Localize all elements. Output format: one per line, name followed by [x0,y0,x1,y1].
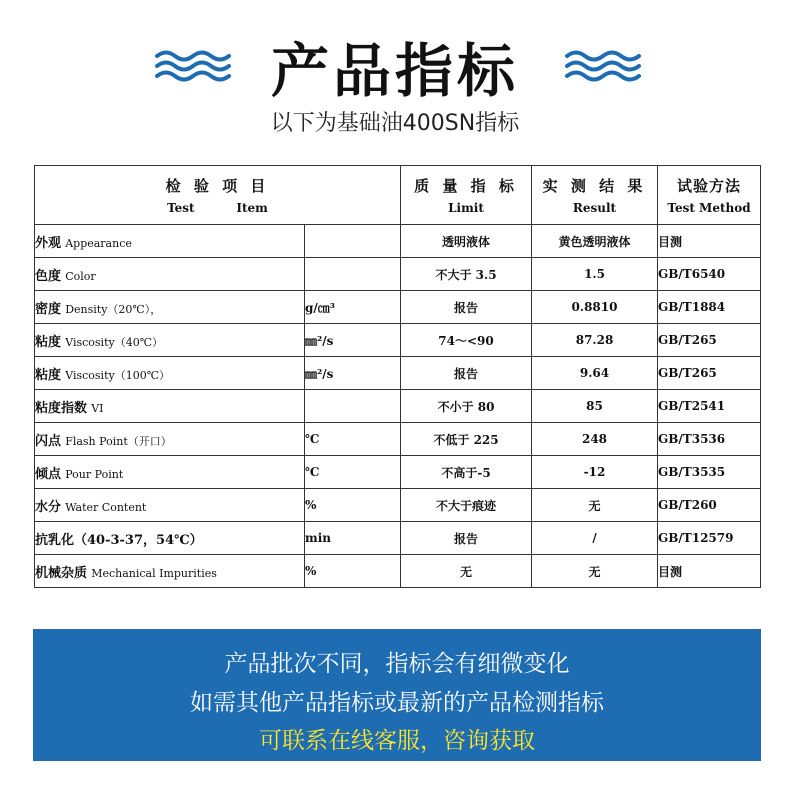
row-item-cn: 倾点 [35,466,62,482]
row-limit: 74～<90 [401,324,532,357]
row-limit: 不小于 80 [401,390,532,423]
header-result [532,166,658,225]
table-row [35,555,761,588]
notice-line-1: 产品批次不同，指标会有细微变化 [224,651,570,677]
wave-icon [563,48,643,82]
row-result: 85 [532,390,658,423]
header-item-en-test: Test [167,201,195,215]
table-row [35,456,761,489]
row-item-en: VI [91,401,104,415]
header-item-cn: 检 验 项 目 [165,177,270,195]
header-limit-en: Limit [448,201,484,215]
row-item-en: Flash Point（开口） [65,434,172,448]
row-result: / [532,522,658,555]
row-limit: 透明液体 [401,225,532,258]
table-row [35,489,761,522]
notice-line-2: 如需其他产品指标或最新的产品检测指标 [190,690,604,716]
table-row [35,423,761,456]
row-unit: % [305,555,401,588]
row-result: 无 [532,489,658,522]
row-unit [305,390,401,423]
row-unit: ℃ [305,456,401,489]
row-limit: 报告 [401,522,532,555]
table-row [35,357,761,390]
row-item-en: Density（20℃）， [65,302,162,316]
row-method: GB/T2541 [658,390,761,423]
table-row [35,258,761,291]
row-item-en: Viscosity（100℃） [65,368,170,382]
row-item [35,522,305,555]
row-method: GB/T6540 [658,258,761,291]
row-item [35,357,305,390]
row-item [35,489,305,522]
row-method: GB/T1884 [658,291,761,324]
header-method-en: Test Method [667,201,751,215]
row-method: GB/T265 [658,357,761,390]
row-item-en: Mechanical Impurities [91,566,217,580]
row-unit: ℃ [305,423,401,456]
row-item-cn: 外观 [35,235,62,251]
row-item [35,225,305,258]
header-result-en: Result [572,201,617,215]
row-item-en: Water Content [65,500,147,514]
row-unit: % [305,489,401,522]
table-row [35,291,761,324]
header-item [35,166,401,225]
row-method: GB/T260 [658,489,761,522]
page-subtitle: 以下为基础油400SN指标 [270,111,520,136]
row-result: -12 [532,456,658,489]
row-unit [305,225,401,258]
row-item-cn: 闪点 [35,433,62,449]
table-header-row [35,166,761,225]
row-item [35,258,305,291]
row-limit: 不大于痕迹 [401,489,532,522]
row-unit: ㎜²/s [305,324,401,357]
row-limit: 不高于-5 [401,456,532,489]
table-row [35,225,761,258]
row-item-cn: 粘度 [35,334,62,350]
row-item-en: Pour Point [65,467,124,481]
row-item-cn: 机械杂质 [35,565,88,581]
notice-banner [33,629,761,761]
header-limit-cn: 质 量 指 标 [414,177,518,195]
title-row [0,18,790,105]
row-result: 黄色透明液体 [532,225,658,258]
row-unit [305,258,401,291]
row-item [35,324,305,357]
row-result: 1.5 [532,258,658,291]
row-result: 9.64 [532,357,658,390]
row-unit: g/㎝³ [305,291,401,324]
row-item-cn: 粘度指数 [35,400,88,416]
row-limit: 无 [401,555,532,588]
row-method: 目测 [658,225,761,258]
row-item [35,456,305,489]
row-limit: 报告 [401,291,532,324]
row-item-en: Viscosity（40℃） [65,335,163,349]
header-item-en [35,201,400,215]
table-row [35,522,761,555]
row-limit: 不低于 225 [401,423,532,456]
table-row [35,390,761,423]
header-method-cn: 试验方法 [677,177,742,195]
row-result: 87.28 [532,324,658,357]
table-row [35,324,761,357]
row-method: GB/T265 [658,324,761,357]
row-item-cn: 密度 [35,301,62,317]
row-method: GB/T3535 [658,456,761,489]
row-item [35,423,305,456]
row-item-en: Appearance [65,236,132,250]
header-item-en-item: Item [236,201,268,215]
row-limit: 报告 [401,357,532,390]
row-result: 0.8810 [532,291,658,324]
row-item-en: Color [65,269,96,283]
header-method [658,166,761,225]
row-result: 248 [532,423,658,456]
row-method: 目测 [658,555,761,588]
row-result: 无 [532,555,658,588]
row-item-cn: 色度 [35,268,62,284]
header-result-cn: 实 测 结 果 [542,177,647,195]
row-item [35,555,305,588]
spec-table [34,165,761,588]
row-item [35,390,305,423]
notice-line-contact: 可联系在线客服，咨询获取 [259,728,535,754]
row-method: GB/T12579 [658,522,761,555]
row-item-cn: 抗乳化（40-3-37，54℃） [35,532,203,548]
row-unit: ㎜²/s [305,357,401,390]
row-item [35,291,305,324]
row-item-cn: 粘度 [35,367,62,383]
row-limit: 不大于 3.5 [401,258,532,291]
row-method: GB/T3536 [658,423,761,456]
header-limit [401,166,532,225]
page-title: 产品指标 [270,37,519,105]
row-item-cn: 水分 [35,499,62,515]
row-unit: min [305,522,401,555]
